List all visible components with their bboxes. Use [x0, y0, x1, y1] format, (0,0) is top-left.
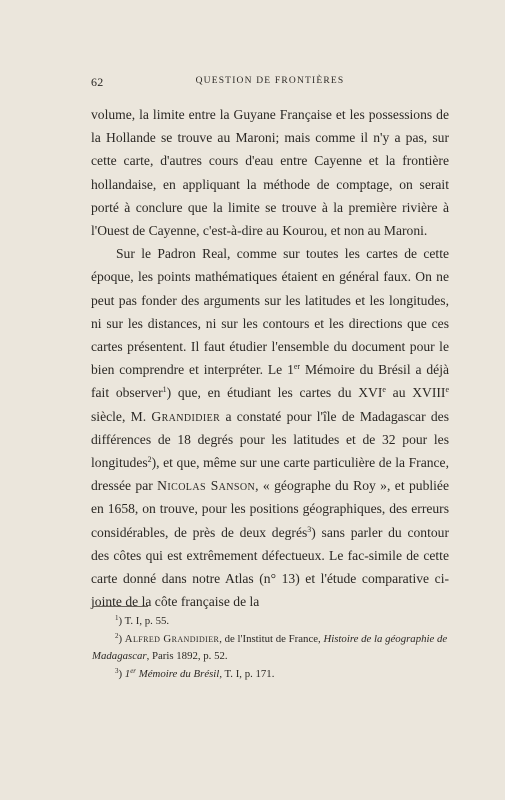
- footnote-mark: 2: [115, 631, 119, 640]
- footnote-divider: [92, 606, 148, 607]
- text-run: au XVIII: [385, 385, 446, 401]
- paragraph-1: volume, la limite entre la Guyane Française et les possessions de la Hollande se trouve au Maroni; mais comme il n'y a pas, sur cette carte, d'autres cours d'eau entre Cayenne et la frontière hollandaise, en appliquant la méthode de comptage, on serait porté à conclure que la limite se trouve à la première rivière à l'Ouest de Cayenne, c'est-à-dire au Kourou, et non au Maroni.: [91, 107, 449, 239]
- text-run: ) sans parler du contour des côtes qui est extrêmement défectueux. Le fac-simile de cette carte donné dans notre Atlas (n° 13) et l'étude comparative ci-jointe de la côte française de la: [91, 524, 449, 610]
- footnote-author: Alfred Grandidier: [124, 632, 220, 645]
- text-run: Sur le Padron Real, comme sur toutes les cartes de cette époque, les points mathématiques étaient en général faux. On ne peut pas fonder des arguments sur les latitudes et les longitudes, ni sur les distances, ni sur les contours et les directions que ces cartes présentent. Il faut étudier l'ensemble du document pour le bien comprendre et interpréter. Le 1: [91, 246, 449, 378]
- footnote-3: [92, 666, 450, 684]
- author-name: Nicolas Sanson: [157, 478, 256, 494]
- superscript: er: [293, 362, 301, 372]
- footnote-text: ): [118, 667, 125, 680]
- superscript: e: [382, 385, 386, 395]
- text-run: a constaté pour l'île de Madagascar des différences de 18 degrés pour les latitudes et de 32 pour les longitudes: [91, 408, 449, 471]
- footnote-title: Histoire de la géographie de Madagascar: [92, 632, 448, 663]
- footnote-ref-1: 1: [162, 385, 167, 395]
- title-text: Mémoire du Brésil: [136, 667, 220, 680]
- footnote-text: , T. I, p. 171.: [219, 667, 275, 680]
- text-run: , « géographe du Roy », et publiée en 1658, on trouve, pour les positions géographiques, des erreurs considérables, de près de deux degrés: [91, 478, 450, 540]
- footnote-mark: 3: [115, 666, 119, 675]
- footnote-2: [92, 631, 450, 666]
- text-run: ) que, en étudiant les cartes du XVI: [166, 385, 383, 401]
- footnote-text: ): [118, 632, 125, 645]
- title-number: 1: [124, 667, 131, 680]
- running-title: QUESTION DE FRONTIÈRES: [195, 76, 345, 86]
- text-run: Mémoire du Brésil a déjà fait observer: [91, 362, 450, 401]
- page-header: [91, 75, 449, 91]
- superscript: er: [130, 666, 137, 675]
- page-number: 62: [91, 75, 104, 89]
- paragraph-2: [91, 242, 449, 613]
- footnote-title: [125, 668, 220, 680]
- footnotes: [92, 613, 450, 683]
- text-run: siècle, M.: [91, 408, 152, 424]
- footnote-1: [92, 613, 450, 631]
- main-text: [91, 103, 449, 613]
- author-name: Grandidier: [151, 408, 221, 424]
- footnote-text: , Paris 1892, p. 52.: [146, 650, 228, 663]
- footnote-ref-3: 3: [307, 524, 312, 534]
- text-run: ), et que, même sur une carte particulière de la France, dressée par: [91, 455, 449, 494]
- superscript: e: [445, 385, 449, 395]
- footnote-text: ) T. I, p. 55.: [118, 615, 170, 627]
- footnote-mark: 1: [115, 614, 119, 622]
- footnote-text: , de l'Institut de France,: [219, 632, 324, 645]
- footnote-ref-2: 2: [147, 455, 152, 465]
